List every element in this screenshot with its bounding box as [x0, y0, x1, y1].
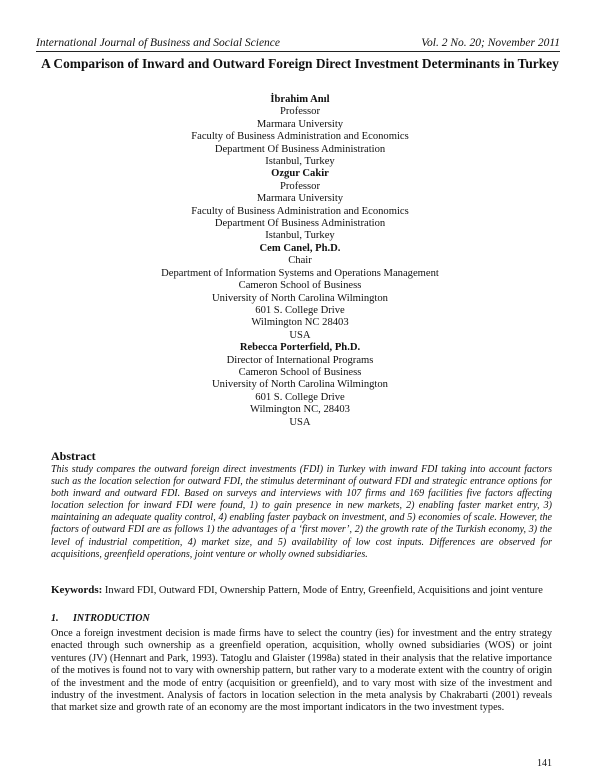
author-line: Wilmington NC 28403: [251, 317, 349, 329]
author-4: [40, 342, 560, 429]
author-line: 601 S. College Drive: [255, 391, 345, 403]
journal-name: International Journal of Business and Social Science: [36, 37, 281, 49]
section-heading-introduction: [51, 613, 150, 624]
author-line: Chair: [288, 255, 312, 267]
author-line: University of North Carolina Wilmington: [212, 379, 388, 391]
author-line: 601 S. College Drive: [255, 304, 345, 316]
author-line: Istanbul, Turkey: [265, 156, 335, 168]
author-name: Ozgur Cakir: [271, 168, 329, 180]
keywords: [51, 584, 552, 597]
paper-title: A Comparison of Inward and Outward Foreign Direct Investment Determinants in Turkey: [41, 56, 559, 71]
keywords-text: Inward FDI, Outward FDI, Ownership Pattern, Mode of Entry, Greenfield, Acquisitions and joint venture: [102, 585, 543, 596]
author-line: Istanbul, Turkey: [265, 230, 335, 242]
issue-info: Vol. 2 No. 20; November 2011: [421, 37, 560, 49]
section-number: 1.: [51, 613, 59, 624]
author-line: Professor: [279, 180, 321, 192]
author-line: Marmara University: [256, 118, 344, 130]
author-block: [40, 94, 560, 429]
author-line: Marmara University: [256, 193, 344, 205]
author-line: Cameron School of Business: [238, 280, 362, 292]
author-name: İbrahim Anıl: [270, 94, 330, 105]
abstract-heading: Abstract: [51, 449, 96, 463]
page-number: 141: [537, 758, 552, 769]
author-line: Cameron School of Business: [238, 366, 362, 378]
abstract-text: This study compares the outward foreign direct investments (FDI) in Turkey with inward FDI taking into account factors such as the location selection for outward FDI, the stimulus determinant of outward FDI and strategic entrance options for both inward and outward FDI. Based on surveys and interviews with 107 firms and 169 facilities five factors affecting location selection for inward FDI were found, 1) to gain presence in new markets, 2) enabling faster market entry, 3) maintaining an adequate quality control, 4) enabling faster payback on investment, and 5) economies of scale. However, the factors of outward FDI are as follows 1) the advantages of a ‘first mover’, 2) the growth rate of the Turkish economy, 3) the level of industrial competition, 4) market size, and 5) availability of low cost inputs. Differences are observed for acquisitions, greenfield operations, joint venture or wholly owned subsidiaries.: [51, 464, 552, 560]
author-line: University of North Carolina Wilmington: [212, 292, 388, 304]
author-1: [40, 94, 560, 168]
author-name: Cem Canel, Ph.D.: [259, 242, 341, 254]
keywords-label: Keywords:: [51, 584, 103, 596]
author-line: Wilmington NC, 28403: [250, 404, 350, 416]
running-header: [36, 36, 560, 52]
author-line: USA: [289, 329, 311, 341]
author-3: [40, 243, 560, 342]
author-line: Faculty of Business Administration and Economics: [191, 205, 409, 217]
author-line: Department Of Business Administration: [214, 143, 386, 155]
author-line: Professor: [279, 106, 321, 118]
author-line: Department Of Business Administration: [214, 218, 386, 230]
author-2: [40, 168, 560, 242]
author-name: Rebecca Porterfield, Ph.D.: [239, 342, 361, 354]
author-line: Faculty of Business Administration and Economics: [191, 131, 409, 143]
author-line: USA: [289, 416, 311, 428]
section-title: INTRODUCTION: [73, 613, 150, 624]
author-line: Director of International Programs: [226, 354, 374, 366]
author-line: Department of Information Systems and Operations Management: [161, 267, 439, 279]
introduction-paragraph: Once a foreign investment decision is made firms have to select the country (ies) for investment and the entry strategy enacted through such ownership as a greenfield operation, acquisition, wholly owned subsidiaries (WOS) or joint ventures (JV) (Hennart and Park, 1993). Tatoglu and Glaister (1998a) stated in their analysis that the relative importance of the motives is found not to vary with ownership pattern, but rather vary to a moderate extent with the country of origin of the investment and the mode of entry (acquisition or greenfield), and to vary most with size of the investment and industry of the investment. Analysis of factors in location selection in the meta analysis by Chakrabarti (2001) reveals that market size and growth rate of an economy are the most important indicators in the two investment types.: [51, 628, 552, 714]
